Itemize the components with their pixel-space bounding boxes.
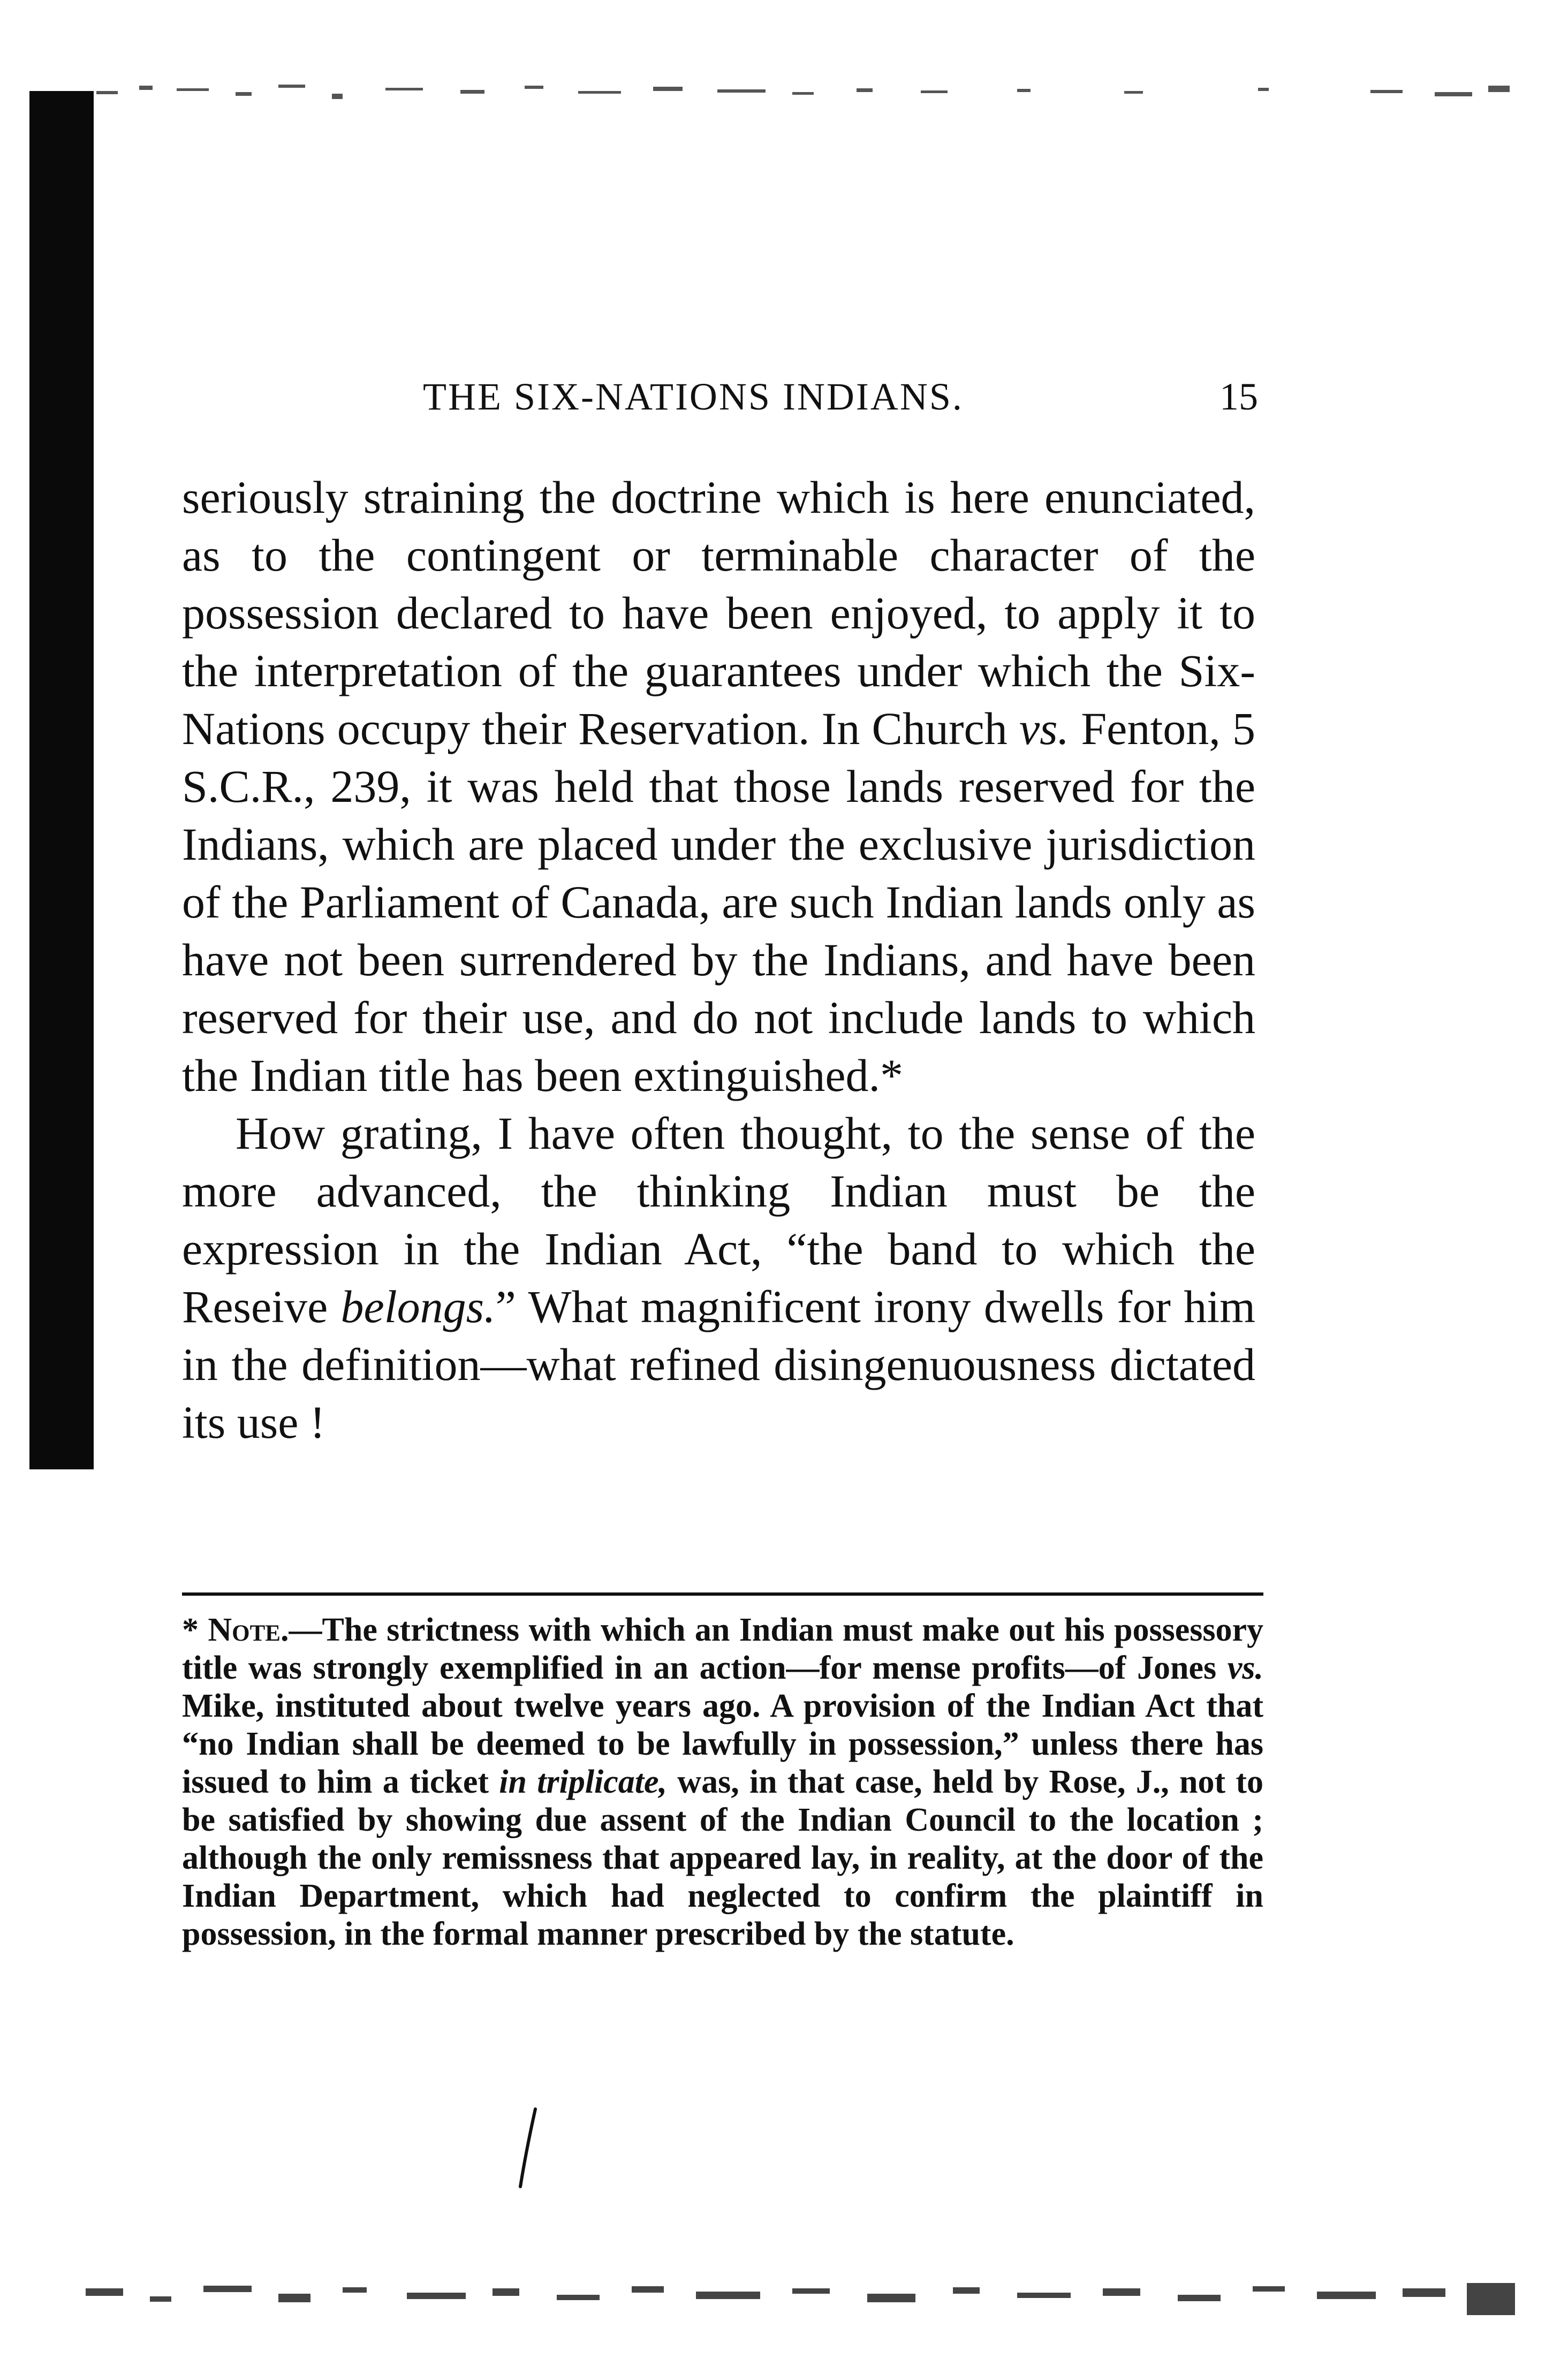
footnote-in-triplicate: in triplicate, (499, 1764, 668, 1800)
scan-binding-shadow (29, 91, 94, 1469)
footnote-rule (182, 1592, 1263, 1596)
page-number: 15 (1219, 375, 1258, 418)
footnote-label: Note. (208, 1612, 289, 1648)
footnote-part-a: —The strictness with which an Indian must make out his possessory title was strongly exemplified in an action—for mense profits—of Jones (182, 1612, 1264, 1686)
scan-noise-top (0, 64, 1568, 128)
footnote (182, 1611, 1263, 1953)
running-title: THE SIX-NATIONS INDIANS. (423, 375, 964, 418)
running-head (187, 375, 1258, 434)
pen-mark (514, 2106, 546, 2192)
footnote-part-c: was, in that case, held by Rose, J., not to be satisfied by showing due assent of the Indian Council to the location ; although the only remissness that appeared lay, in reality, at the door of the Indian Department, which had neglected to confirm the plaintiff in possession, in the formal manner prescribed by the statute. (182, 1764, 1264, 1952)
paragraph-2-part-b: ” What magnificent irony dwells for him in the definition—what refined disingenuousness dictated its use ! (182, 1281, 1255, 1448)
paragraph-2 (182, 1104, 1255, 1451)
paragraph-1-part-b: Fenton, 5 S.C.R., 239, it was held that those lands reserved for the Indians, which are placed under the exclusive jurisdiction of the Parliament of Canada, are such Indian lands only as have not been surrendered by the Indians, and have been reserved for their use, and do not include lands to which the Indian title has been extinguished.* (182, 703, 1255, 1101)
scan-noise-bottom (0, 2272, 1568, 2337)
body-text (182, 468, 1255, 1451)
belongs-emphasis: belongs. (340, 1281, 496, 1332)
paragraph-1 (182, 468, 1255, 1104)
footnote-marker: * (182, 1612, 208, 1648)
paragraph-2-part-a: How grating, I have often thought, to the sense of the more advanced, the thinking Indian must be the expression in the Indian Act, “the band to which the Reseive (182, 1108, 1255, 1332)
paragraph-1-part-a: seriously straining the doctrine which is here enunciated, as to the contingent or terminable character of the possession declared to have been enjoyed, to apply it to the interpretation of the guarantees under which the Six-Nations occupy their Reservation. In Church (182, 472, 1255, 754)
footnote-versus: vs. (1227, 1650, 1263, 1686)
footnote-part-b: Mike, instituted about twelve years ago. A provision of the Indian Act that “no Indian shall be deemed to be lawfully in possession,” unless there has issued to him a ticket (182, 1688, 1263, 1800)
versus-abbreviation: vs. (1019, 703, 1070, 754)
